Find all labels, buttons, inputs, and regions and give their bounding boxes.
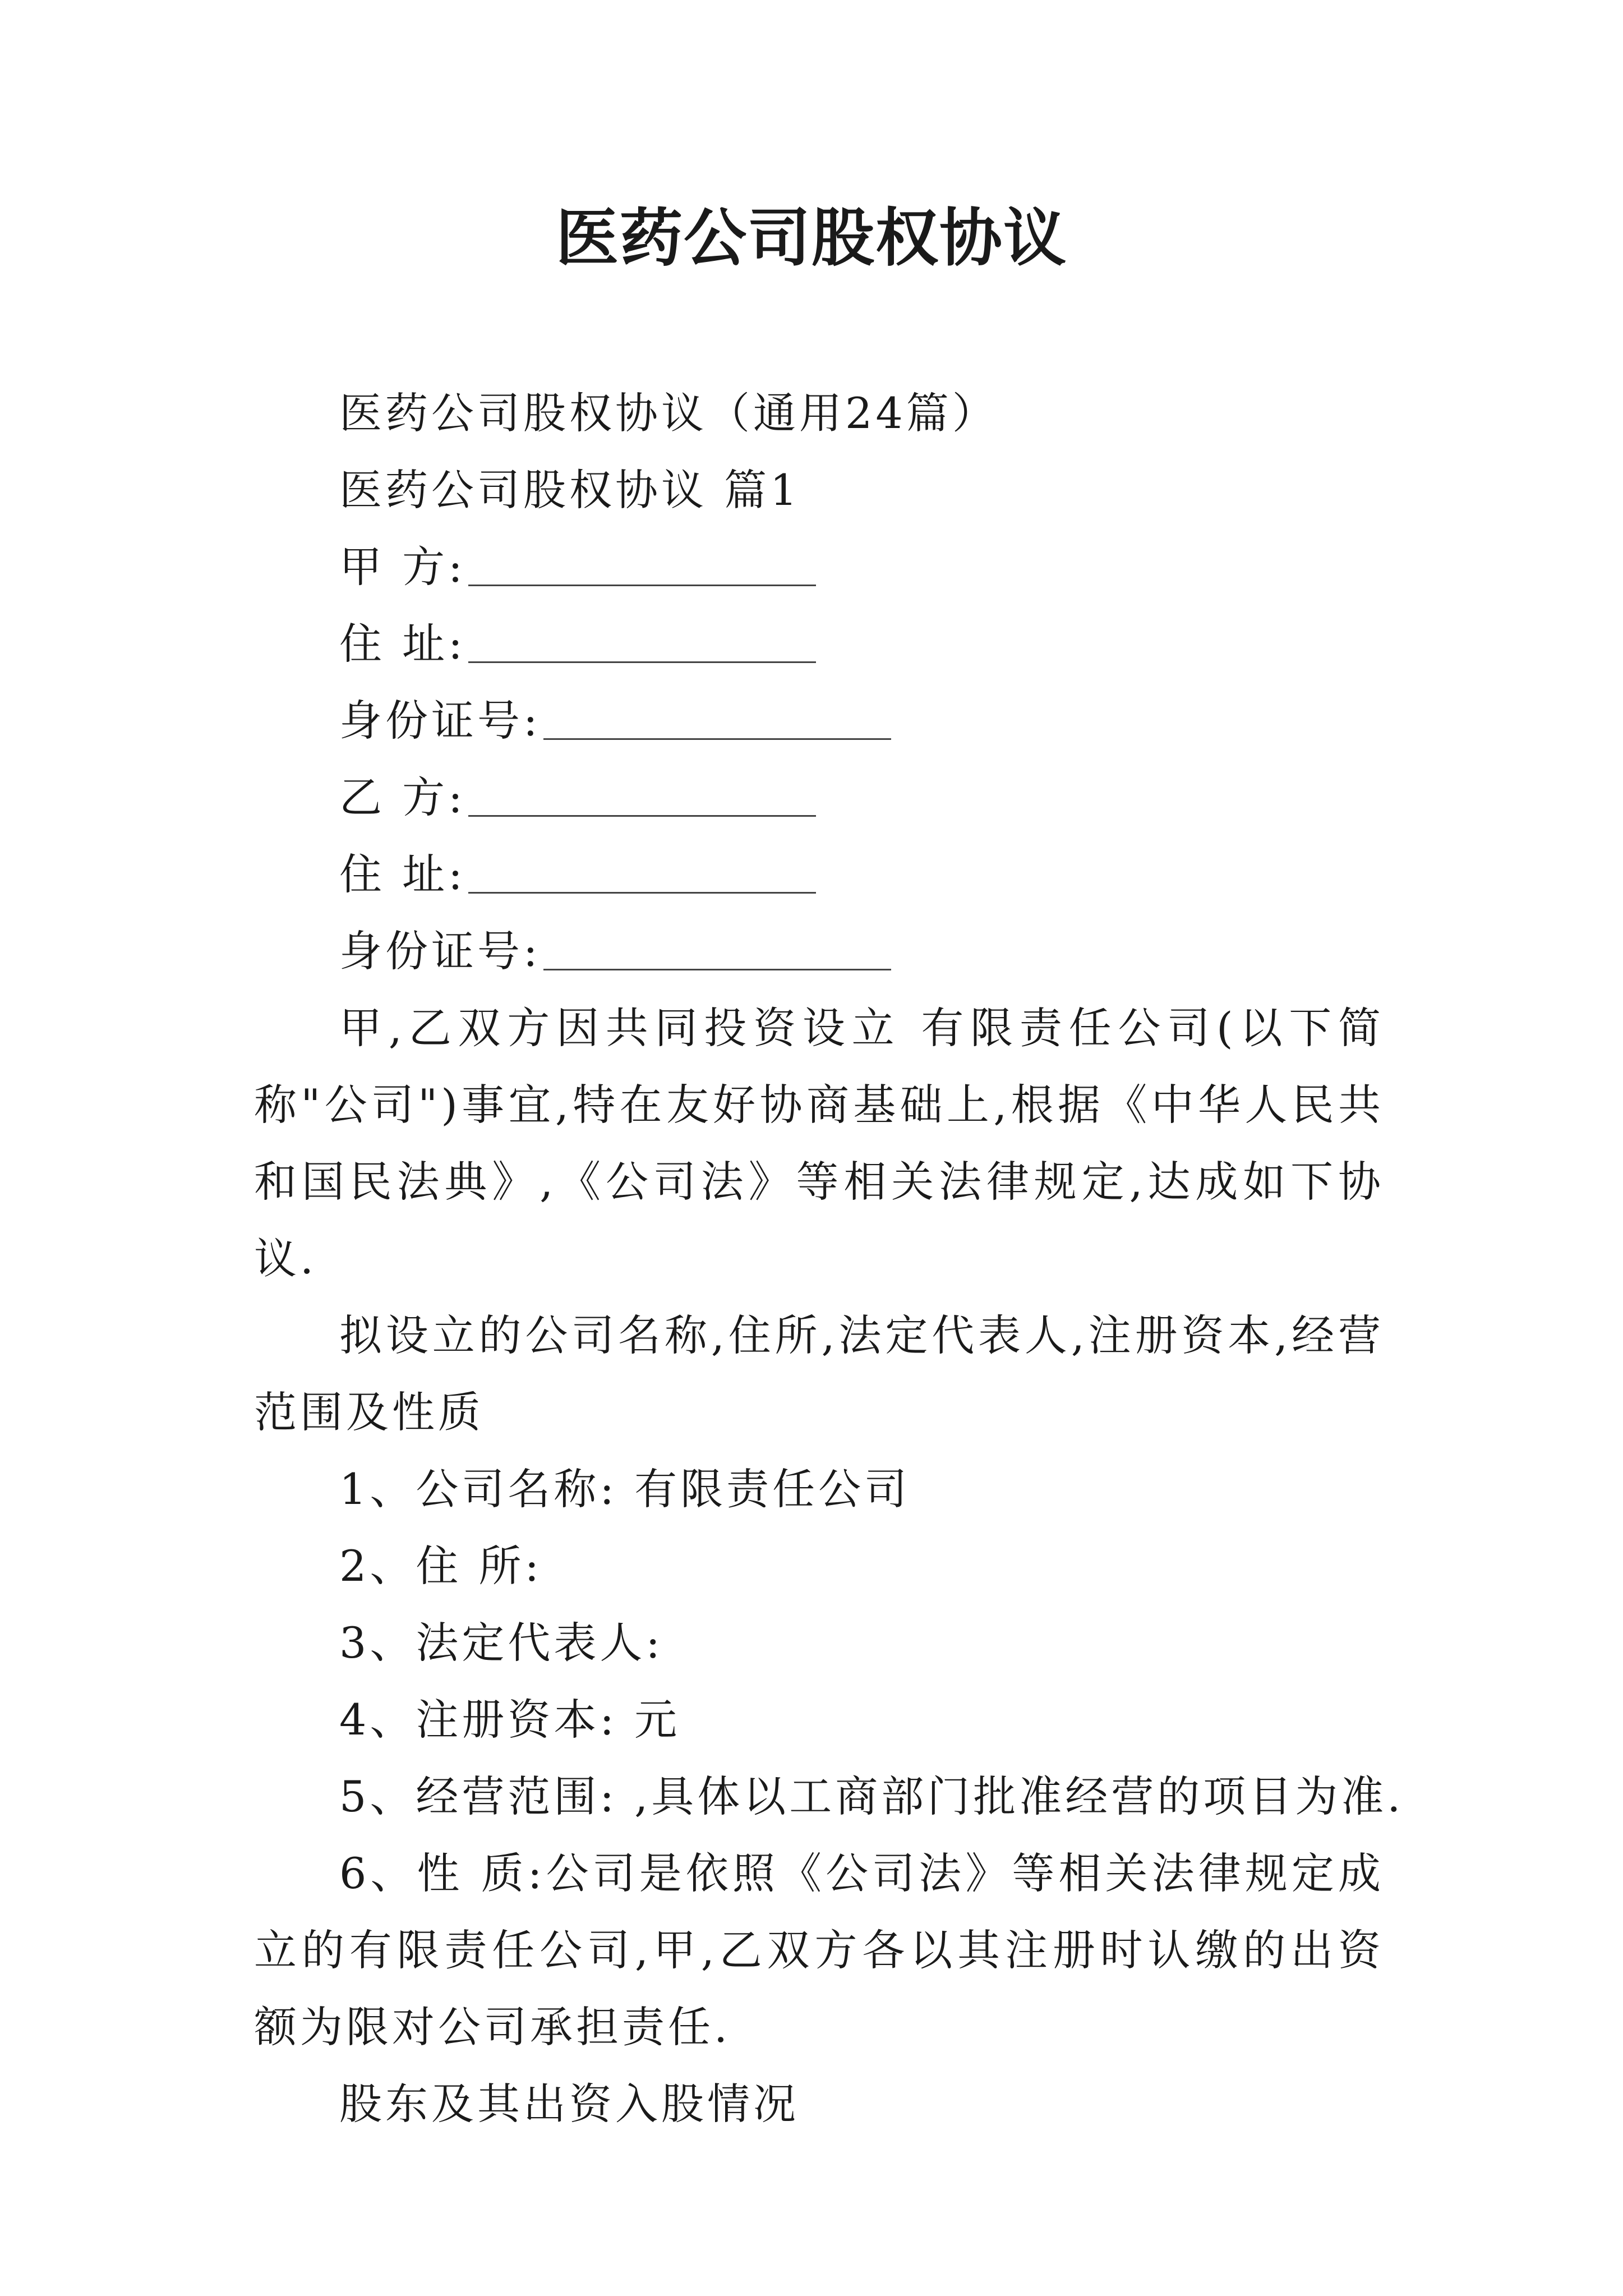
blank-line [468,776,816,817]
field-label: 乙 方: [339,772,466,822]
field-label: 身份证号: [339,696,541,746]
party-b-id-field [254,913,1384,990]
party-a-id-field [254,682,1384,759]
field-label: 住 址: [339,849,466,899]
item-nature: 6、性 质:公司是依照《公司法》等相关法律规定成立的有限责任公司,甲,乙双方各以其注册时认缴的出资额为限对公司承担责任. [254,1848,1384,2052]
field-label: 身份证号: [339,926,541,976]
party-b-address-field [254,836,1384,913]
item-business-scope: 5、经营范围: ,具体以工商部门批准经营的项目为准. [339,1772,1404,1821]
intro-paragraph: 甲,乙双方因共同投资设立 有限责任公司(以下简称"公司")事宜,特在友好协商基础上,根据《中华人民共和国民法典》,《公司法》等相关法律规定,达成如下协议. [254,1003,1384,1283]
item-registered-capital: 4、注册资本: 元 [339,1695,681,1745]
document-title: 医药公司股权协议 [556,201,1067,275]
blank-line [543,699,891,740]
blank-line [468,545,816,586]
field-label: 甲 方: [339,542,466,592]
party-b-name-field [254,759,1384,836]
section-heading: 医药公司股权协议 篇1 [339,465,801,515]
party-a-name-field [254,528,1384,605]
last-heading: 股东及其出资入股情况 [339,2079,799,2129]
subtitle: 医药公司股权协议（通用24篇） [339,388,998,438]
blank-line [543,930,891,970]
blank-line [468,853,816,894]
party-a-address-field [254,605,1384,682]
document-body [254,375,1404,2142]
field-label: 住 址: [339,619,466,669]
item-address: 2、住 所: [339,1541,543,1591]
blank-line [468,622,816,663]
item-legal-rep: 3、法定代表人: [339,1618,663,1668]
item-company-name: 1、公司名称: 有限责任公司 [339,1464,911,1514]
clause-heading: 拟设立的公司名称,住所,法定代表人,注册资本,经营范围及性质 [254,1310,1384,1437]
